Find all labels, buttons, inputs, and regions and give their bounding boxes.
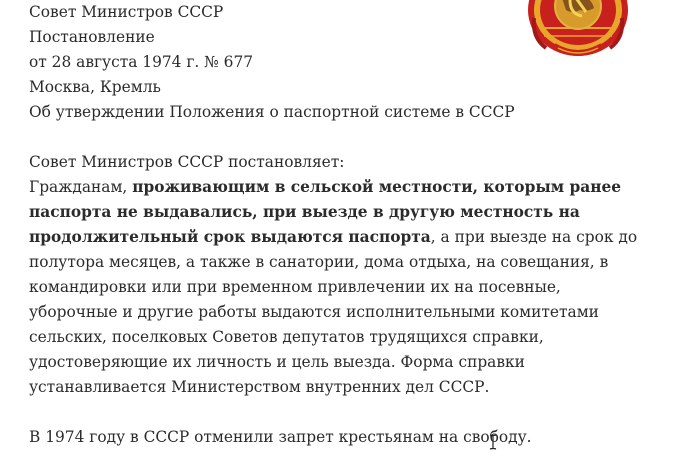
body-bold-text: продолжительный срок выдаются паспорта [29,228,431,246]
body-bold-text: паспорта не выдавались, при выезде в другую местность на [29,203,580,221]
body-text: , а при выезде на срок до [430,228,638,246]
subject-line: Об утверждении Положения о паспортной системе в СССР [29,103,515,121]
body-line-1 [29,175,669,200]
body-line-3 [29,225,669,250]
body-text: Гражданам, [29,178,133,196]
intro-line: Совет Министров СССР постановляет: [29,153,345,171]
text-cursor-icon [488,434,498,450]
body-line-8: удостоверяющие их личность и цель выезда. Форма справки [29,353,525,371]
body-line-5: командировки или при временном привлечении их на посевные, [29,278,561,296]
body-line-9: устанавливается Министерством внутренних дел СССР. [29,378,490,396]
document-type-line: Постановление [29,28,155,46]
closing-line: В 1974 году в СССР отменили запрет крестьянам на свободу. [29,428,532,446]
document-body [29,0,669,450]
body-line-4: полутора месяцев, а также в санатории, дома отдыха, на совещания, в [29,253,609,271]
body-line-2 [29,200,669,225]
body-line-7: сельских, поселковых Советов депутатов трудящихся справки, [29,328,544,346]
date-number-line: от 28 августа 1974 г. № 677 [29,53,254,71]
place-line: Москва, Кремль [29,78,161,96]
body-bold-text: проживающим в сельской местности, которым ранее [132,178,622,196]
issuer-line: Совет Министров СССР [29,3,224,21]
body-line-6: уборочные и другие работы выдаются исполнительными комитетами [29,303,599,321]
